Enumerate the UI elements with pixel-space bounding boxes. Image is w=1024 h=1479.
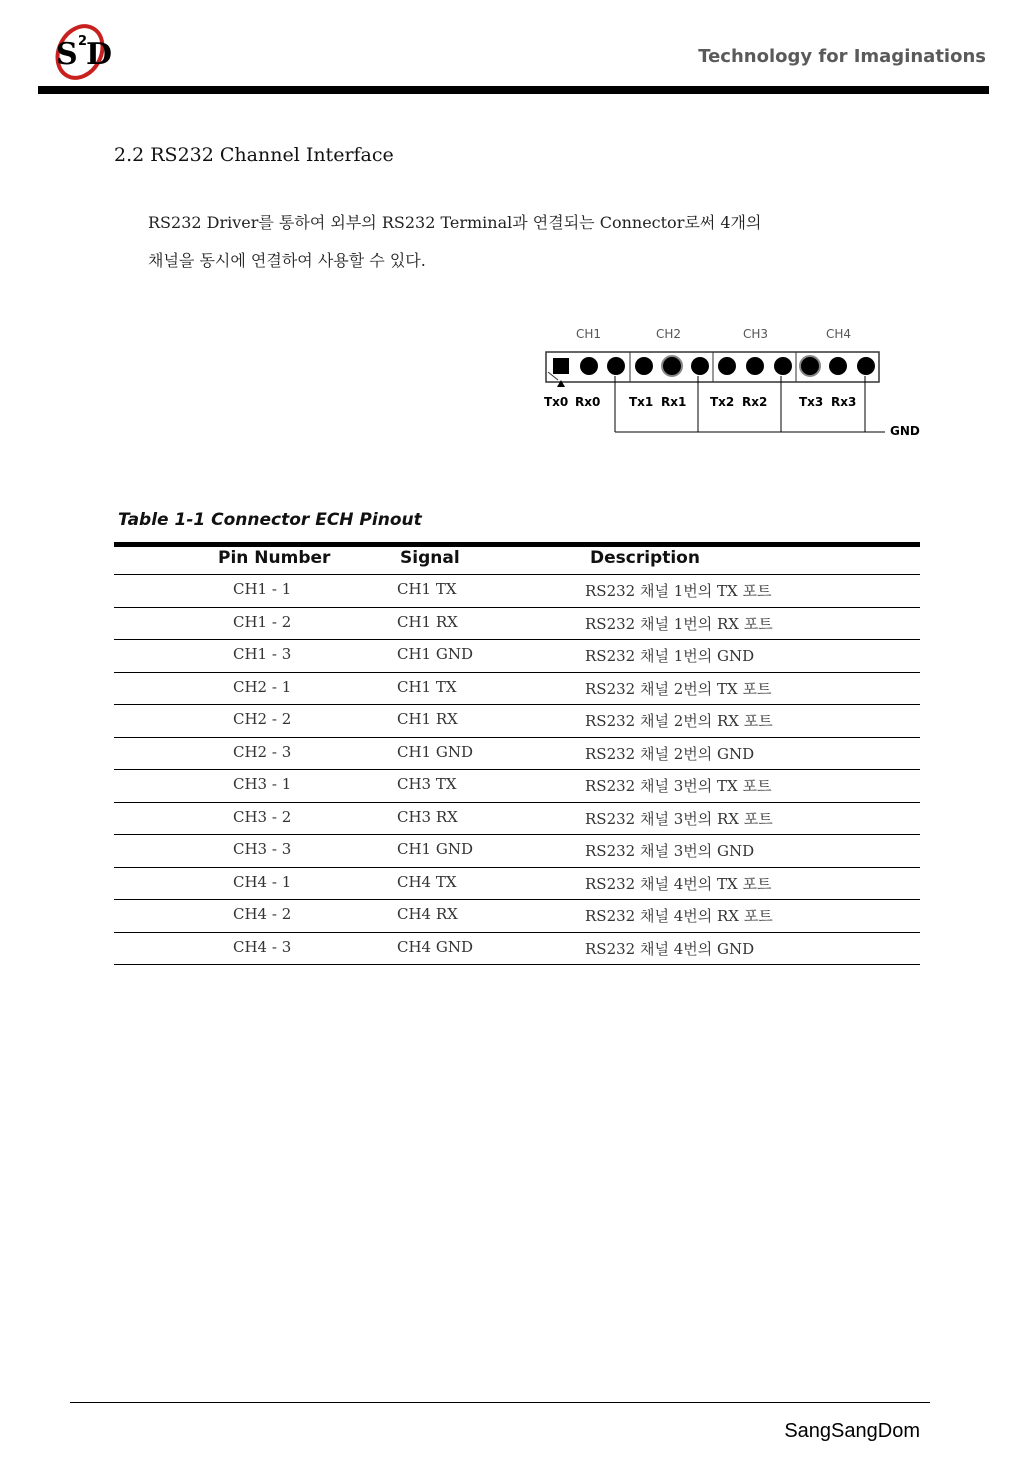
cell-description: RS232 채널 1번의 GND [585, 647, 755, 665]
connector-diagram [540, 322, 930, 447]
cell-description: RS232 채널 4번의 GND [585, 939, 755, 958]
cell-signal: CH4 RX [397, 905, 458, 923]
pin-label: Rx1 [661, 395, 687, 409]
table-row [114, 640, 920, 673]
pin-label: Tx2 [710, 395, 735, 409]
cell-pin: CH4 - 1 [233, 872, 292, 891]
company-logo [50, 18, 116, 82]
table-row [114, 933, 920, 966]
pin [580, 357, 598, 375]
pin-label: Rx2 [742, 395, 768, 409]
pin [607, 357, 625, 375]
channel-label: CH3 [743, 327, 769, 341]
cell-description: RS232 채널 2번의 RX 포트 [585, 712, 773, 730]
cell-signal: CH1 GND [397, 840, 474, 858]
table-row [114, 900, 920, 933]
table-row [114, 803, 920, 836]
cell-pin: CH4 - 2 [233, 905, 292, 923]
cell-pin: CH3 - 2 [233, 807, 292, 826]
cell-description: RS232 채널 4번의 TX 포트 [585, 874, 772, 893]
pin [691, 357, 709, 375]
pin-label: Rx0 [575, 395, 601, 409]
cell-description: RS232 채널 2번의 TX 포트 [585, 679, 772, 698]
table-row [114, 575, 920, 608]
cell-description: RS232 채널 1번의 RX 포트 [585, 614, 773, 633]
cell-signal: CH1 TX [397, 677, 457, 696]
footer-company: SangSangDom [784, 1420, 920, 1442]
cell-signal: CH1 GND [397, 645, 474, 663]
pin [662, 356, 682, 376]
pin [746, 357, 764, 375]
pin [718, 357, 736, 375]
channel-label: CH1 [576, 327, 602, 341]
table-row [114, 705, 920, 738]
logo-d: D [86, 37, 113, 72]
cell-pin: CH2 - 1 [233, 677, 292, 696]
pin [829, 357, 847, 375]
header-tagline: Technology for Imaginations [698, 46, 986, 67]
cell-description: RS232 채널 3번의 GND [585, 842, 755, 860]
gnd-label: GND [890, 424, 920, 438]
cell-signal: CH1 RX [397, 612, 458, 631]
cell-pin: CH4 - 3 [233, 937, 292, 956]
cell-pin: CH2 - 3 [233, 742, 292, 761]
pin-label: Tx1 [629, 395, 654, 409]
table-row [114, 835, 920, 868]
cell-pin: CH1 - 3 [233, 645, 292, 663]
table-caption: Table 1-1 Connector ECH Pinout [118, 510, 422, 530]
cell-description: RS232 채널 4번의 RX 포트 [585, 907, 773, 925]
section-paragraph-line-2: 채널을 동시에 연결하여 사용할 수 있다. [148, 251, 426, 270]
table-header [114, 547, 920, 574]
cell-signal: CH1 TX [397, 580, 457, 598]
channel-label: CH4 [826, 327, 852, 341]
cell-signal: CH4 TX [397, 872, 457, 891]
pin [800, 356, 820, 376]
pin-label: Rx3 [831, 395, 857, 409]
cell-pin: CH3 - 3 [233, 840, 292, 858]
cell-pin: CH1 - 2 [233, 612, 292, 631]
section-paragraph-line-1: RS232 Driver를 통하여 외부의 RS232 Terminal과 연결되는 Connector로써 4개의 [148, 213, 762, 232]
header-pin-number: Pin Number [218, 548, 331, 568]
table-row [114, 770, 920, 803]
pin-label: Tx3 [799, 395, 824, 409]
pin-label: Tx0 [544, 395, 569, 409]
table-row [114, 868, 920, 901]
table-row [114, 608, 920, 641]
pin [774, 357, 792, 375]
logo-2: 2 [78, 34, 88, 49]
channel-label: CH2 [656, 327, 682, 341]
cell-pin: CH2 - 2 [233, 710, 292, 728]
pin [857, 357, 875, 375]
cell-signal: CH3 RX [397, 807, 458, 826]
header-signal: Signal [400, 548, 460, 568]
cell-signal: CH3 TX [397, 775, 457, 793]
table-body [114, 575, 920, 965]
cell-signal: CH1 RX [397, 710, 458, 728]
pin-1-square [553, 358, 569, 374]
pin [635, 357, 653, 375]
header-rule [38, 86, 989, 94]
table-row [114, 673, 920, 706]
logo-s: S [56, 37, 78, 72]
cell-signal: CH4 GND [397, 937, 474, 956]
cell-signal: CH1 GND [397, 742, 474, 761]
table-row [114, 738, 920, 771]
cell-description: RS232 채널 2번의 GND [585, 744, 755, 763]
cell-description: RS232 채널 1번의 TX 포트 [585, 582, 772, 600]
footer-rule [70, 1402, 930, 1403]
section-title: 2.2 RS232 Channel Interface [114, 144, 394, 166]
cell-pin: CH1 - 1 [233, 580, 292, 598]
cell-description: RS232 채널 3번의 TX 포트 [585, 777, 772, 795]
cell-description: RS232 채널 3번의 RX 포트 [585, 809, 773, 828]
cell-pin: CH3 - 1 [233, 775, 292, 793]
header-description: Description [590, 548, 700, 568]
